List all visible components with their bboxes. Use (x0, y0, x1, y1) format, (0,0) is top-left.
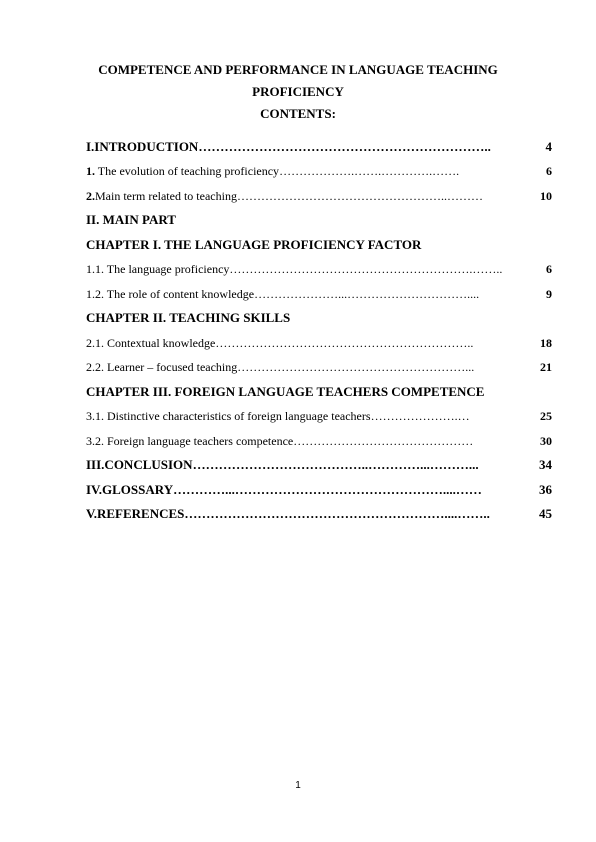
toc-entry: 2.1. Contextual knowledge ……………………………………………………….. 18 (86, 335, 552, 350)
toc-entry: III.CONCLUSION …………………………………..…………...………... 34 (86, 457, 552, 472)
toc-entry: 3.2. Foreign language teachers competence ……………………………………… 30 (86, 433, 552, 448)
toc-entry: II. MAIN PART (86, 212, 176, 227)
toc-entry: V.REFERENCES ……………………………………………………....…….. 45 (86, 506, 552, 521)
table-of-contents (86, 130, 552, 522)
toc-entry: 1.1. The language proficiency …………………………………………………….…….. 6 (86, 262, 552, 276)
toc-entry: CHAPTER I. THE LANGUAGE PROFICIENCY FACTOR (86, 236, 422, 252)
toc-entry: 3.1. Distinctive characteristics of foreign language teachers ………………….… 25 (86, 409, 552, 423)
toc-entry: 2.Main term related to teaching ……………………………………………..……… 10 (86, 188, 552, 203)
document-title-line-2: PROFICIENCY (252, 84, 344, 99)
toc-entry: CHAPTER III. FOREIGN LANGUAGE TEACHERS COMPETENCE (86, 383, 485, 399)
page-number: 1 (295, 780, 301, 791)
toc-entry: CHAPTER II. TEACHING SKILLS (86, 310, 291, 325)
contents-heading: CONTENTS: (260, 106, 336, 121)
toc-entry: I.INTRODUCTION ………………………………………………………….. 4 (86, 138, 552, 154)
toc-entry: 1. The evolution of teaching proficiency ……………….…….………….……. 6 (86, 164, 552, 178)
toc-entry: 1.2. The role of content knowledge …………………...………………………….... 9 (86, 286, 552, 301)
toc-entry: IV.GLOSSARY …………...…………………………………………....…… 36 (86, 481, 552, 497)
toc-entry: 2.2. Learner – focused teaching …………………………………………………... 21 (86, 360, 552, 374)
document-title-line-1: COMPETENCE AND PERFORMANCE IN LANGUAGE TEACHING (98, 62, 498, 77)
